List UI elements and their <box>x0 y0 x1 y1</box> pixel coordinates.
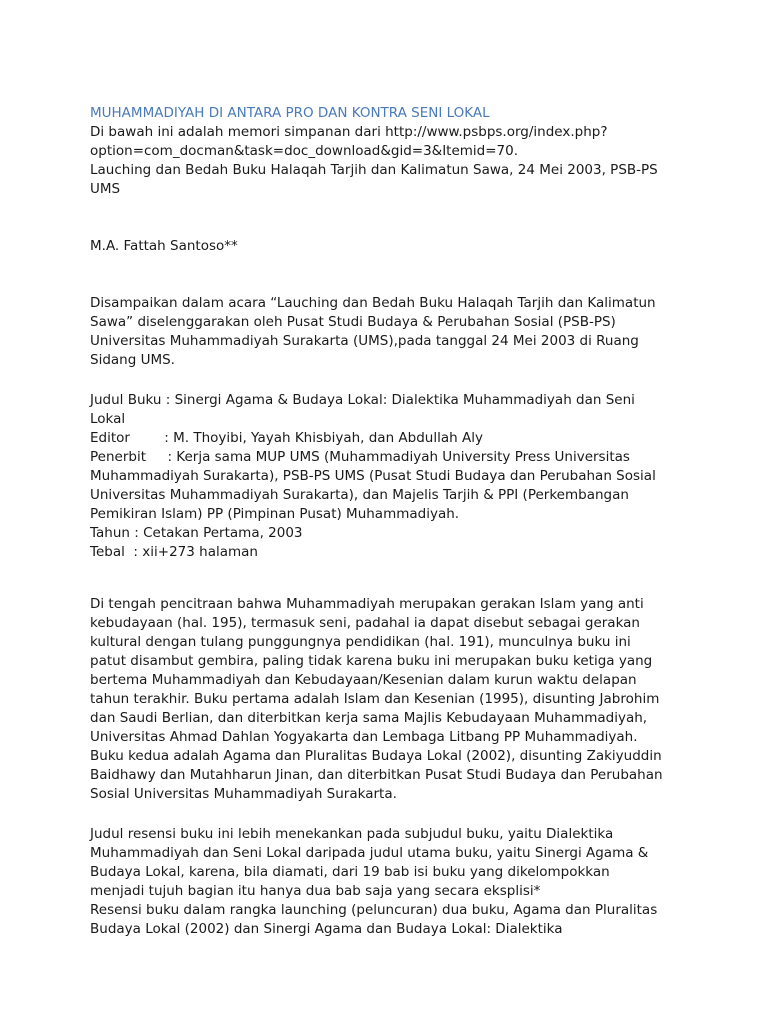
paragraph-line: patut disambut gembira, paling tidak karena buku ini merupakan buku ketiga yang <box>90 653 653 669</box>
presentation-line: Universitas Muhammadiyah Surakarta (UMS),pada tanggal 24 Mei 2003 di Ruang <box>90 333 639 349</box>
book-info-line: Tahun : Cetakan Pertama, 2003 <box>90 525 303 541</box>
paragraph-line: Di tengah pencitraan bahwa Muhammadiyah merupakan gerakan Islam yang anti <box>90 596 644 612</box>
paragraph-line: Muhammadiyah dan Seni Lokal daripada judul utama buku, yaitu Sinergi Agama & <box>90 845 649 861</box>
spacer <box>90 804 690 825</box>
presentation-line: Disampaikan dalam acara “Lauching dan Bedah Buku Halaqah Tarjih dan Kalimatun <box>90 295 656 311</box>
spacer <box>90 370 690 391</box>
paragraph-line: Sosial Universitas Muhammadiyah Surakarta. <box>90 786 397 802</box>
spacer <box>90 562 690 595</box>
paragraph-line: Budaya Lokal (2002) dan Sinergi Agama dan Budaya Lokal: Dialektika <box>90 921 563 937</box>
document-content <box>90 104 690 939</box>
book-info-line: Penerbit : Kerja sama MUP UMS (Muhammadiyah University Press Universitas <box>90 449 630 465</box>
book-info-line: Judul Buku : Sinergi Agama & Budaya Lokal: Dialektika Muhammadiyah dan Seni <box>90 392 635 408</box>
paragraph-line: Baidhawy dan Mutahharun Jinan, dan diterbitkan Pusat Studi Budaya dan Perubahan <box>90 767 663 783</box>
presentation-block <box>90 294 690 370</box>
paragraph-line: kultural dengan tulang punggungnya pendidikan (hal. 191), munculnya buku ini <box>90 634 631 650</box>
paragraph-line: menjadi tujuh bagian itu hanya dua bab saja yang secara eksplisi* <box>90 883 541 899</box>
intro-block <box>90 123 690 199</box>
spacer <box>90 256 690 294</box>
presentation-line: Sidang UMS. <box>90 352 175 368</box>
book-info-line: Universitas Muhammadiyah Surakarta), dan Majelis Tarjih & PPI (Perkembangan <box>90 487 629 503</box>
paragraph-line: Buku kedua adalah Agama dan Pluralitas Budaya Lokal (2002), disunting Zakiyuddin <box>90 748 662 764</box>
book-info-line: Tebal : xii+273 halaman <box>90 544 258 560</box>
book-info-block <box>90 391 690 562</box>
presentation-line: Sawa” diselenggarakan oleh Pusat Studi Budaya & Perubahan Sosial (PSB-PS) <box>90 314 616 330</box>
paragraph-line: Resensi buku dalam rangka launching (peluncuran) dua buku, Agama dan Pluralitas <box>90 902 658 918</box>
document-title: MUHAMMADIYAH DI ANTARA PRO DAN KONTRA SENI LOKAL <box>90 105 490 121</box>
paragraph-line: dan Saudi Berlian, dan diterbitkan kerja sama Majlis Kebudayaan Muhammadiyah, <box>90 710 648 726</box>
paragraph-line: tahun terakhir. Buku pertama adalah Islam dan Kesenian (1995), disunting Jabrohim <box>90 691 660 707</box>
intro-line: option=com_docman&task=doc_download&gid=3&Itemid=70. <box>90 143 519 159</box>
book-info-line: Editor : M. Thoyibi, Yayah Khisbiyah, dan Abdullah Aly <box>90 430 483 446</box>
book-info-line: Pemikiran Islam) PP (Pimpinan Pusat) Muhammadiyah. <box>90 506 460 522</box>
intro-line: Lauching dan Bedah Buku Halaqah Tarjih dan Kalimatun Sawa, 24 Mei 2003, PSB-PS <box>90 162 658 178</box>
intro-line: UMS <box>90 181 121 197</box>
paragraph-line: Judul resensi buku ini lebih menekankan pada subjudul buku, yaitu Dialektika <box>90 826 614 842</box>
paragraph-line: bertema Muhammadiyah dan Kebudayaan/Kesenian dalam kurun waktu delapan <box>90 672 637 688</box>
paragraph-line: Universitas Ahmad Dahlan Yogyakarta dan Lembaga Litbang PP Muhammadiyah. <box>90 729 638 745</box>
spacer <box>90 199 690 237</box>
paragraph-1 <box>90 595 690 804</box>
paragraph-line: Budaya Lokal, karena, bila diamati, dari 19 bab isi buku yang dikelompokkan <box>90 864 610 880</box>
intro-line: Di bawah ini adalah memori simpanan dari http://www.psbps.org/index.php? <box>90 124 608 140</box>
paragraph-line: kebudayaan (hal. 195), termasuk seni, padahal ia dapat disebut sebagai gerakan <box>90 615 640 631</box>
book-info-line: Muhammadiyah Surakarta), PSB-PS UMS (Pusat Studi Budaya dan Perubahan Sosial <box>90 468 656 484</box>
book-info-line: Lokal <box>90 411 126 427</box>
author-name: M.A. Fattah Santoso** <box>90 238 238 254</box>
paragraph-2 <box>90 825 690 939</box>
